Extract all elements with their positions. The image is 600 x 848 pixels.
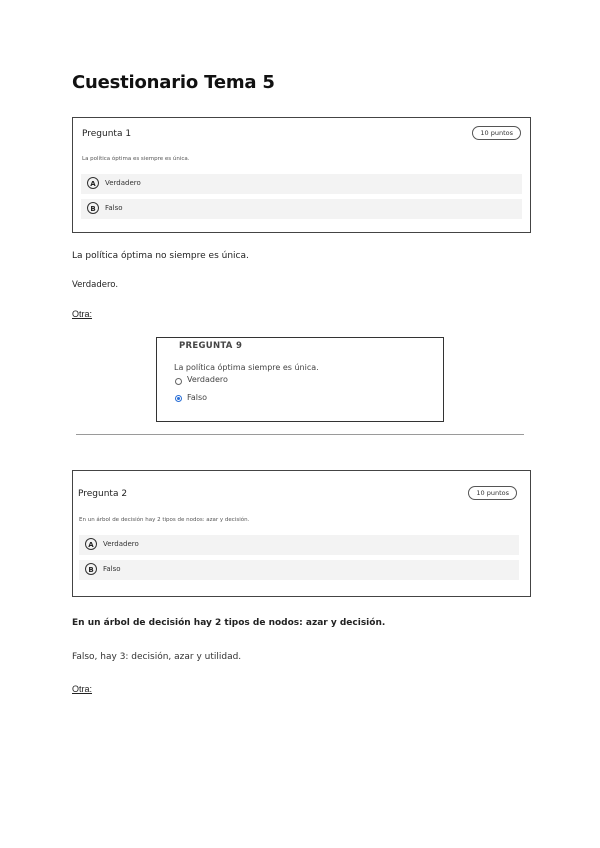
question-1-header: Pregunta 1 (82, 129, 132, 139)
question-1-option-a[interactable] (81, 174, 522, 194)
option-a-label: Verdadero (105, 179, 141, 187)
question-1-points: 10 puntos (472, 126, 521, 140)
option-b-label: Falso (103, 565, 121, 573)
question-1-answer: Verdadero. (72, 280, 119, 290)
option-b-badge: B (87, 202, 99, 214)
question-2-option-a[interactable] (79, 535, 519, 555)
pregunta-9-option-falso: Falso (187, 393, 208, 402)
question-2-text: En un árbol de decisión hay 2 tipos de nodos: azar y decisión. (79, 517, 250, 523)
question-1-card (72, 117, 531, 233)
question-2-points: 10 puntos (468, 486, 517, 500)
option-a-badge: A (85, 538, 97, 550)
question-1-text: La política óptima es siempre es única. (82, 156, 190, 162)
pregunta-9-title: PREGUNTA 9 (179, 341, 243, 351)
pregunta-9-option-verdadero: Verdadero (187, 375, 228, 384)
question-2-answer: Falso, hay 3: decisión, azar y utilidad. (72, 652, 242, 662)
question-1-option-b[interactable] (81, 199, 522, 219)
radio-verdadero[interactable] (175, 378, 182, 385)
question-2-other-link[interactable]: Otra: (72, 684, 93, 694)
question-2-statement: En un árbol de decisión hay 2 tipos de nodos: azar y decisión. (72, 618, 386, 628)
question-2-option-b[interactable] (79, 560, 519, 580)
option-a-badge: A (87, 177, 99, 189)
question-1-other-link[interactable]: Otra: (72, 309, 93, 319)
question-1-statement: La política óptima no siempre es única. (72, 251, 249, 261)
pregunta-9-screenshot (156, 337, 444, 422)
option-b-label: Falso (105, 204, 123, 212)
radio-falso[interactable] (175, 395, 182, 402)
option-b-badge: B (85, 563, 97, 575)
option-a-label: Verdadero (103, 540, 139, 548)
question-2-header: Pregunta 2 (78, 489, 128, 499)
pregunta-9-text: La política óptima siempre es única. (174, 363, 319, 372)
question-2-card (72, 470, 531, 597)
document-title: Cuestionario Tema 5 (72, 72, 275, 93)
section-divider (76, 434, 524, 435)
